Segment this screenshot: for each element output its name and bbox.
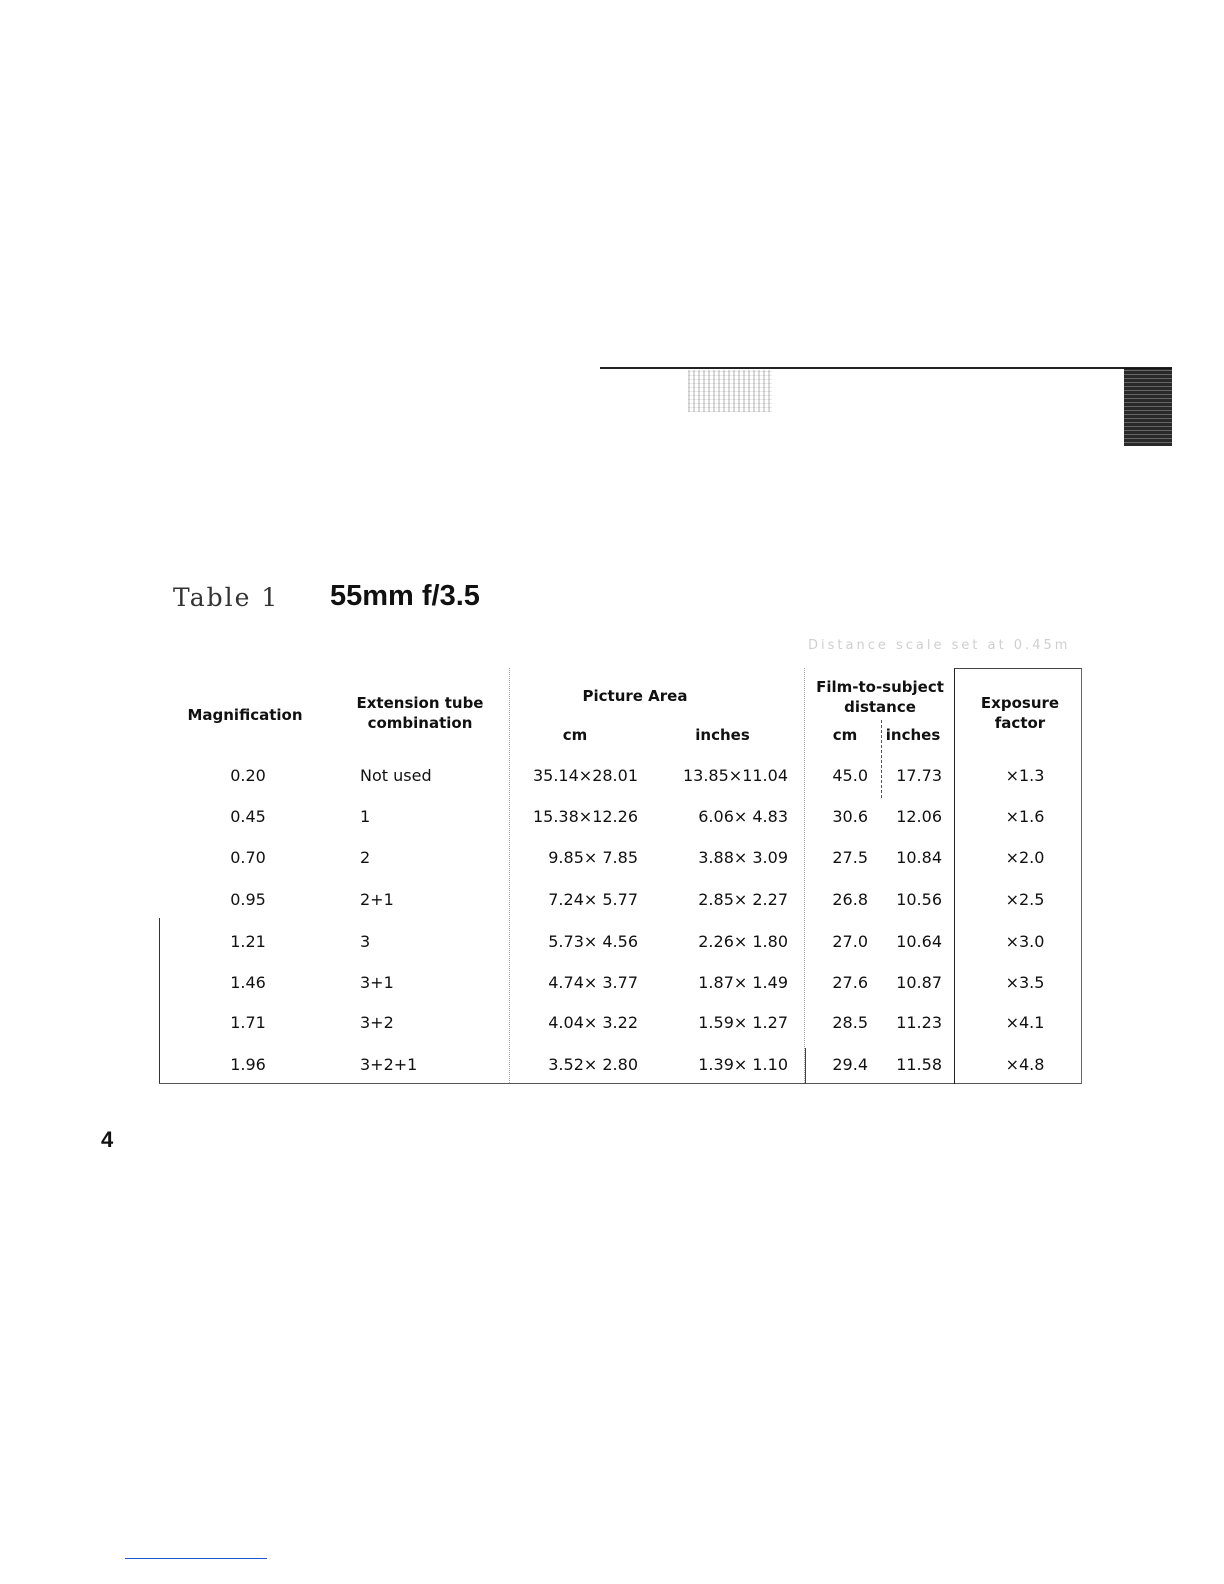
cell-exposure: ×4.8 (1005, 1055, 1045, 1074)
cell-distance-cm: 27.5 (832, 848, 868, 867)
cell-picture-cm: 5.73× 4.56 (548, 932, 638, 951)
scan-artifact-edge (1124, 368, 1172, 446)
page-number: 4 (101, 1127, 114, 1152)
cell-picture-inches: 2.85× 2.27 (698, 890, 788, 909)
table-label: Table 1 (173, 583, 280, 612)
cell-picture-cm: 4.74× 3.77 (548, 973, 638, 992)
cell-magnification: 1.21 (230, 932, 266, 951)
cell-picture-cm: 3.52× 2.80 (548, 1055, 638, 1074)
footer-rule (125, 1558, 267, 1559)
cell-exposure: ×2.0 (1005, 848, 1045, 867)
cell-picture-inches: 6.06× 4.83 (698, 807, 788, 826)
table-row (0, 807, 1224, 829)
header-extension-line2: combination (367, 714, 473, 732)
table-row (0, 766, 1224, 788)
cell-distance-cm: 27.0 (832, 932, 868, 951)
cell-distance-cm: 27.6 (832, 973, 868, 992)
cell-exposure: ×4.1 (1005, 1013, 1045, 1032)
header-picture-cm: cm (562, 726, 588, 744)
cell-distance-inches: 11.23 (896, 1013, 942, 1032)
cell-distance-inches: 12.06 (896, 807, 942, 826)
header-distance-cm: cm (832, 726, 858, 744)
scan-artifact-rule (600, 367, 1172, 369)
header-extension-line1: Extension tube (356, 694, 484, 712)
header-magnification: Magnification (187, 706, 303, 724)
header-picture-area: Picture Area (582, 687, 688, 705)
cell-extension: 1 (360, 807, 371, 826)
table-row (0, 848, 1224, 870)
header-exposure-line2: factor (994, 714, 1046, 732)
cell-picture-cm: 9.85× 7.85 (548, 848, 638, 867)
distance-scale-note: Distance scale set at 0.45m (808, 638, 1071, 653)
table-row (0, 890, 1224, 912)
cell-extension: Not used (360, 766, 432, 785)
cell-exposure: ×3.0 (1005, 932, 1045, 951)
cell-picture-cm: 7.24× 5.77 (548, 890, 638, 909)
cell-distance-inches: 10.84 (896, 848, 942, 867)
table-row (0, 932, 1224, 954)
cell-picture-cm: 4.04× 3.22 (548, 1013, 638, 1032)
cell-extension: 3 (360, 932, 371, 951)
header-exposure-line1: Exposure (980, 694, 1060, 712)
table-row (0, 1055, 1224, 1077)
cell-distance-inches: 10.64 (896, 932, 942, 951)
table-title: 55mm f/3.5 (330, 580, 480, 612)
cell-distance-inches: 10.56 (896, 890, 942, 909)
cell-exposure: ×2.5 (1005, 890, 1045, 909)
cell-picture-inches: 3.88× 3.09 (698, 848, 788, 867)
table-row (0, 973, 1224, 995)
header-distance-inches: inches (885, 726, 941, 744)
cell-exposure: ×1.3 (1005, 766, 1045, 785)
cell-extension: 3+1 (360, 973, 394, 992)
cell-magnification: 0.45 (230, 807, 266, 826)
cell-picture-inches: 1.39× 1.10 (698, 1055, 788, 1074)
cell-magnification: 0.95 (230, 890, 266, 909)
cell-picture-cm: 35.14×28.01 (532, 766, 638, 785)
cell-distance-cm: 26.8 (832, 890, 868, 909)
cell-distance-inches: 17.73 (896, 766, 942, 785)
cell-picture-cm: 15.38×12.26 (532, 807, 638, 826)
cell-magnification: 0.20 (230, 766, 266, 785)
cell-magnification: 1.46 (230, 973, 266, 992)
cell-magnification: 1.71 (230, 1013, 266, 1032)
cell-extension: 2 (360, 848, 371, 867)
scan-artifact-noise (688, 370, 772, 412)
cell-distance-cm: 29.4 (832, 1055, 868, 1074)
header-distance-line1: Film-to-subject (816, 678, 944, 696)
table-row (0, 1013, 1224, 1035)
cell-distance-cm: 28.5 (832, 1013, 868, 1032)
cell-distance-cm: 30.6 (832, 807, 868, 826)
cell-magnification: 0.70 (230, 848, 266, 867)
cell-distance-inches: 11.58 (896, 1055, 942, 1074)
cell-distance-cm: 45.0 (832, 766, 868, 785)
cell-picture-inches: 1.87× 1.49 (698, 973, 788, 992)
cell-picture-inches: 13.85×11.04 (682, 766, 788, 785)
cell-picture-inches: 1.59× 1.27 (698, 1013, 788, 1032)
table-bottom-border (159, 1083, 1081, 1084)
cell-picture-inches: 2.26× 1.80 (698, 932, 788, 951)
cell-magnification: 1.96 (230, 1055, 266, 1074)
cell-extension: 3+2+1 (360, 1055, 418, 1074)
header-picture-inches: inches (695, 726, 750, 744)
cell-distance-inches: 10.87 (896, 973, 942, 992)
cell-extension: 3+2 (360, 1013, 394, 1032)
cell-exposure: ×1.6 (1005, 807, 1045, 826)
header-distance-line2: distance (844, 698, 916, 716)
cell-exposure: ×3.5 (1005, 973, 1045, 992)
cell-extension: 2+1 (360, 890, 394, 909)
